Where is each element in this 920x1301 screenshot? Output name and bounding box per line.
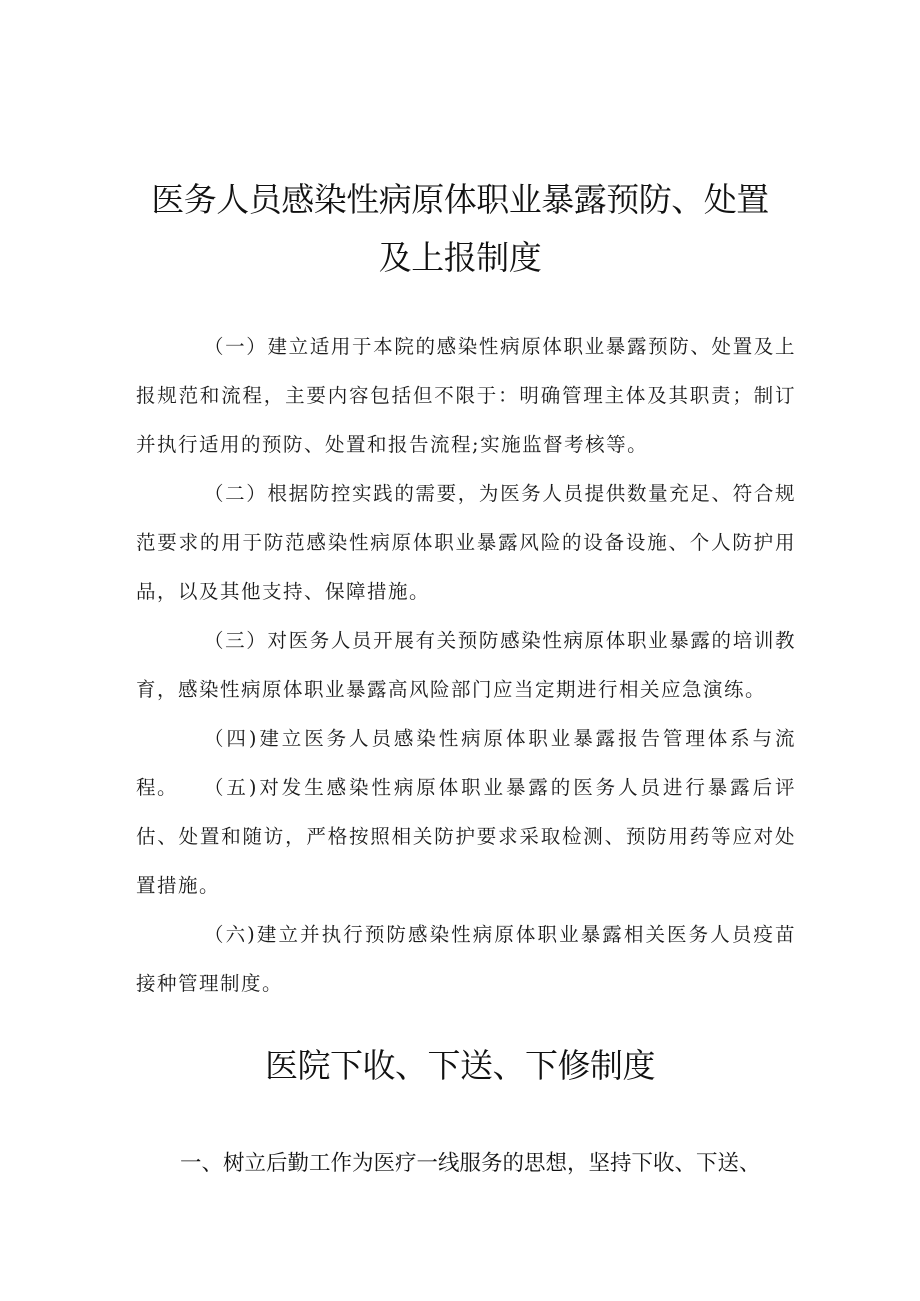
section-2-paragraph-1: 一、树立后勤工作为医疗一线服务的思想，坚持下收、下送、 xyxy=(180,1151,761,1176)
paragraph-2: （二）根据防控实践的需要，为医务人员提供数量充足、符合规范要求的用于防范感染性病原体职业暴露风险的设备设施、个人防护用品，以及其他支持、保障措施。 xyxy=(136,482,796,603)
paragraph-1: （一）建立适用于本院的感染性病原体职业暴露预防、处置及上报规范和流程，主要内容包括但不限于：明确管理主体及其职责；制订并执行适用的预防、处置和报告流程;实施监督考核等。 xyxy=(136,335,796,456)
paragraph-3: （三）对医务人员开展有关预防感染性病原体职业暴露的培训教育，感染性病原体职业暴露高风险部门应当定期进行相关应急演练。 xyxy=(136,629,796,701)
paragraph-6: （六)建立并执行预防感染性病原体职业暴露相关医务人员疫苗接种管理制度。 xyxy=(136,923,796,995)
document-title-line-2: 及上报制度 xyxy=(378,238,542,277)
section-title: 医院下收、下送、下修制度 xyxy=(265,1046,655,1085)
paragraph-5: （五)对发生感染性病原体职业暴露的医务人员进行暴露后评估、处置和随访，严格按照相关防护要求采取检测、预防用药等应对处置措施。 xyxy=(136,776,796,897)
document-title-line-1: 医务人员感染性病原体职业暴露预防、处置 xyxy=(151,180,769,219)
paragraph-4: （四)建立医务人员感染性病原体职业暴露报告管理体系与流程。 xyxy=(136,727,796,799)
